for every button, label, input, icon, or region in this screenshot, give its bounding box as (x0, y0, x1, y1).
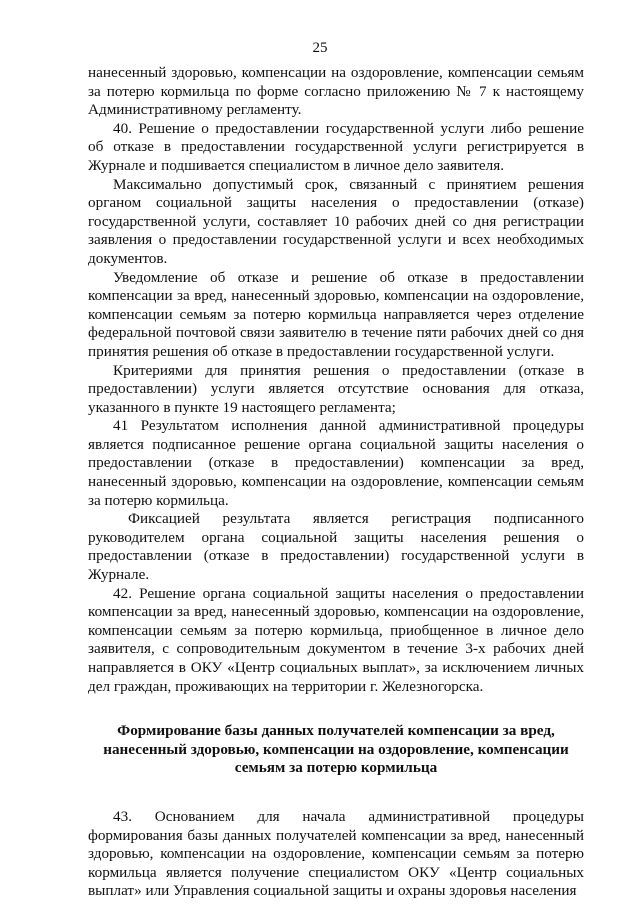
paragraph-continuation: нанесенный здоровью, компенсации на оздоровление, компенсации семьям за потерю кормильца по форме согласно приложению № 7 к настоящему Административному регламенту. (88, 64, 584, 119)
paragraph-criteria: Критериями для принятия решения о предоставлении (отказе в предоставлении) услуги является отсутствие основания для отказа, указанного в пункте 19 настоящего регламента; (88, 361, 584, 416)
paragraph-item-41: 41 Результатом исполнения данной административной процедуры является подписанное решение органа социальной защиты населения о предоставлении (отказе в предоставлении) компенсации за вред, нанесенный здоровью, компенсации на оздоровление, компенсации семьям за потерю кормильца. (88, 417, 584, 509)
body-text (88, 64, 584, 901)
paragraph-max-term: Максимально допустимый срок, связанный с принятием решения органом социальной защиты населения о предоставлении (отказе) государственной услуги, составляет 10 рабочих дней со дня регистрации заявления о предоставлении государственной услуги и всех необходимых документов. (88, 175, 584, 267)
paragraph-item-40: 40. Решение о предоставлении государственной услуги либо решение об отказе в предоставлении государственной услуги регистрируется в Журнале и подшивается специалистом в личное дело заявителя. (88, 119, 584, 174)
paragraph-fixation: Фиксацией результата является регистрация подписанного руководителем органа социальной защиты населения решения о предоставлении (отказе в предоставлении) государственной услуги в Журнале. (88, 510, 584, 584)
paragraph-refusal-notice: Уведомление об отказе и решение об отказе в предоставлении компенсации за вред, нанесенный здоровью, компенсации на оздоровление, компенсации семьям за потерю кормильца направляется через отделение федеральной почтовой связи заявителю в течение пяти рабочих дней со дня принятия решения об отказе в предоставлении государственной услуги. (88, 268, 584, 360)
section-heading: Формирование базы данных получателей компенсации за вред, нанесенный здоровью, компенсации на оздоровление, компенсации семьям за потерю кормильца (103, 722, 569, 777)
page-number: 25 (312, 40, 328, 56)
paragraph-item-42: 42. Решение органа социальной защиты населения о предоставлении компенсации за вред, нанесенный здоровью, компенсации на оздоровление, компенсации семьям за потерю кормильца, приобщенное в личное дело заявителя, с сопроводительным документом в течение 3-х рабочих дней направляется в ОКУ «Центр социальных выплат», за исключением личных дел граждан, проживающих на территории г. Железногорска. (88, 584, 584, 695)
paragraph-item-43: 43. Основанием для начала административной процедуры формирования базы данных получателей компенсации за вред, нанесенный здоровью, компенсации на оздоровление, компенсации семьям за потерю кормильца является получение специалистом ОКУ «Центр социальных выплат» или Управления социальной защиты и охраны здоровья населения (88, 807, 584, 900)
